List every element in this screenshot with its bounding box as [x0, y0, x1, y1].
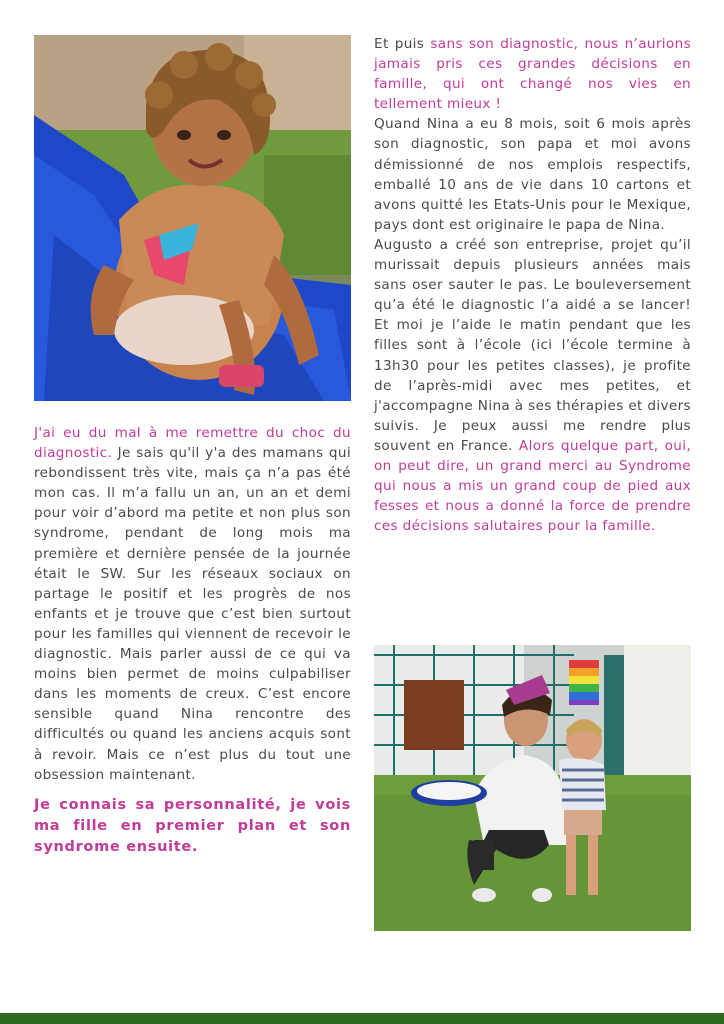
left-text-column [34, 423, 351, 858]
right-paragraph-1 [374, 34, 691, 114]
photo-child [34, 35, 351, 401]
pull-quote: Je connais sa personnalité, je vois ma fille en premier plan et son syndrome ensuite. [34, 796, 351, 855]
right-lead-text: Et puis [374, 36, 431, 52]
left-highlight: J'ai eu du mal à me remettre du choc du diagnostic. [34, 425, 351, 462]
right-paragraph-2: Quand Nina a eu 8 mois, soit 6 mois après son diagnostic, son papa et moi avons démissionné de nos emplois respectifs, emballé 10 ans de vie dans 10 cartons et avons quitté les Etats-Unis pour le Mexique, pays dont est originaire le papa de Nina. [374, 116, 691, 233]
photo-mother-daughter [374, 645, 691, 931]
left-body-text: Je sais qu'il y'a des mamans qui rebondissent très vite, mais ça n’a pas été mon cas. Il m’a fallu un an, un an et demi pour voir d’abord ma petite et non plus son syndrome, pendant de long mois ma première et dernière pensée de la journée était le SW. Sur les réseaux sociaux on partage le positif et les progrès de nos enfants et je trouve que c’est bien surtout pour les familles qui viennent de recevoir le diagnostic. Mais parler aussi de ce qui va moins bien permet de moins culpabiliser dans les moments de creux. C’est encore sensible quand Nina rencontre des difficultés ou quand les anciens acquis sont à revoir. Mais ce n’est plus du tout une obsession maintenant. [34, 445, 351, 783]
right-body-text: Augusto a créé son entreprise, projet qu’il murissait depuis plusieurs années mais sans oser sauter le pas. Le bouleversement qu’a été le diagnostic l’a aidé a se lancer! Et moi je l’aide le matin pendant que les filles sont à l’école (ici l’école termine à 13h30 pour les petites classes), je profite de l’après-midi avec mes petites, et j'accompagne Nina à ses thérapies et divers suivis. Je peux aussi me rendre plus souvent en France. [374, 236, 691, 454]
child-photo-illustration [34, 35, 351, 401]
footer-bar [0, 1013, 724, 1024]
mother-daughter-photo-illustration [374, 645, 691, 931]
right-highlight-1: sans son diagnostic, nous n’aurions jamais pris ces grandes décisions en famille, qui ont changé nos vies en tellement mieux ! [374, 36, 691, 113]
right-paragraph-3 [374, 235, 691, 536]
left-paragraph [34, 423, 351, 785]
right-highlight-2: Alors quelque part, oui, on peut dire, un grand merci au Syndrome qui nous a mis un grand coup de pied aux fesses et nous a donné la force de prendre ces décisions salutaires pour la famille. [374, 437, 691, 535]
right-text-column [374, 34, 691, 536]
